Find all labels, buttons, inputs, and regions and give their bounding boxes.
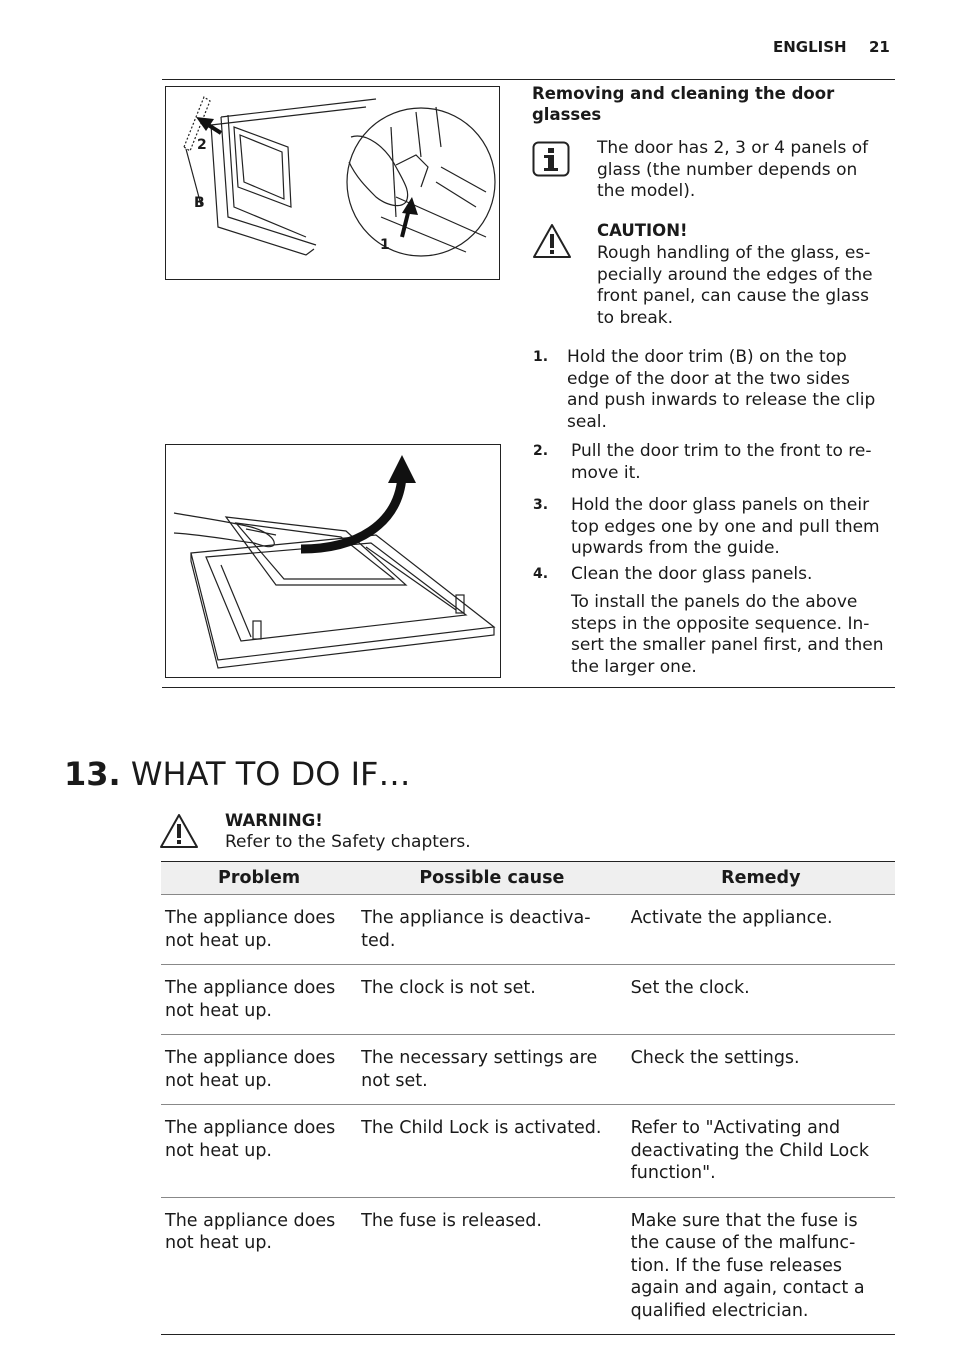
cell-problem: The appliance does not heat up.: [161, 1105, 357, 1198]
step-4-number: 4.: [533, 566, 549, 582]
caution-text: Rough handling of the glass, es-pecially around the edges of the front panel, can cause the glass to break.: [597, 243, 873, 328]
warning-title: WARNING!: [225, 811, 323, 830]
header-page-number: 21: [869, 38, 890, 56]
cell-cause: The Child Lock is activated.: [357, 1105, 626, 1198]
section-title: [64, 752, 410, 796]
header-language: ENGLISH: [773, 38, 847, 56]
table-header-row: [161, 862, 895, 895]
cell-remedy: Set the clock.: [627, 965, 895, 1035]
cell-remedy: Check the settings.: [627, 1035, 895, 1105]
figure-label-b: B: [194, 195, 205, 211]
table-row: [161, 895, 895, 965]
cell-cause: The necessary settings are not set.: [357, 1035, 626, 1105]
install-text: To install the panels do the above steps in the opposite sequence. In-sert the smaller panel first, and then the larger one.: [571, 592, 884, 677]
door-trim-illustration: [166, 87, 499, 279]
cell-cause: The appliance is deactiva-ted.: [357, 895, 626, 965]
glass-removal-illustration: [166, 445, 500, 677]
step-4-text: Clean the door glass panels.: [571, 564, 813, 584]
cell-problem: The appliance does not heat up.: [161, 965, 357, 1035]
troubleshooting-table: [161, 861, 895, 1335]
section-divider: [162, 687, 895, 688]
step-2-text: Pull the door trim to the front to re-move it.: [571, 441, 872, 483]
cell-problem: The appliance does not heat up.: [161, 895, 357, 965]
cell-remedy: Make sure that the fuse is the cause of the malfunc-tion. If the fuse releases again and again, contact a qualified electrician.: [627, 1197, 895, 1335]
figure-glass-removal: [165, 444, 501, 678]
header-possible-cause: Possible cause: [357, 862, 626, 895]
table-row: [161, 1197, 895, 1335]
step-3-number: 3.: [533, 497, 549, 513]
cell-problem: The appliance does not heat up.: [161, 1035, 357, 1105]
figure-label-1: 1: [380, 237, 390, 253]
step-1-text: Hold the door trim (B) on the top edge of the door at the two sides and push inwards to release the clip seal.: [567, 347, 876, 432]
top-divider: [162, 79, 895, 80]
info-icon: [532, 141, 570, 181]
figure-door-trim: [165, 86, 500, 280]
figure-label-2: 2: [197, 137, 207, 153]
caution-title: CAUTION!: [597, 221, 688, 240]
step-2-number: 2.: [533, 443, 549, 459]
step-1-number: 1.: [533, 349, 549, 365]
cell-problem: The appliance does not heat up.: [161, 1197, 357, 1335]
caution-icon: [532, 223, 572, 263]
section-number: 13.: [64, 755, 121, 793]
header-problem: Problem: [161, 862, 357, 895]
cell-remedy: Refer to "Activating and deactivating the Child Lock function".: [627, 1105, 895, 1198]
cell-cause: The clock is not set.: [357, 965, 626, 1035]
info-text: The door has 2, 3 or 4 panels of glass (the number depends on the model).: [597, 138, 869, 201]
table-row: [161, 1105, 895, 1198]
step-3-text: Hold the door glass panels on their top edges one by one and pull them upwards from the guide.: [571, 495, 880, 558]
warning-text: Refer to the Safety chapters.: [225, 832, 471, 852]
table-row: [161, 965, 895, 1035]
section-title-text: WHAT TO DO IF…: [130, 755, 411, 793]
cell-cause: The fuse is released.: [357, 1197, 626, 1335]
header-remedy: Remedy: [627, 862, 895, 895]
cell-remedy: Activate the appliance.: [627, 895, 895, 965]
warning-icon: [159, 813, 199, 853]
cleaning-heading: Removing and cleaning the door glasses: [532, 84, 835, 124]
table-row: [161, 1035, 895, 1105]
